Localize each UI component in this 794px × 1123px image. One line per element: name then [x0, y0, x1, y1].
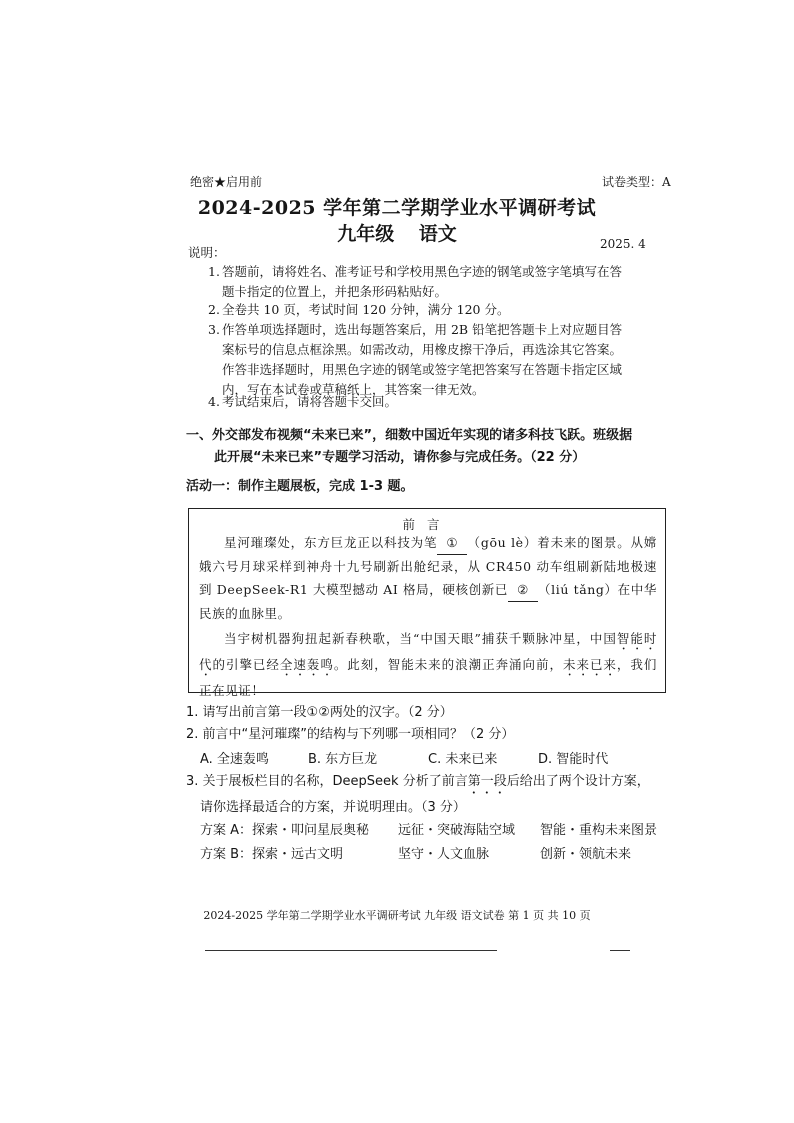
- exam-title: 2024-2025 学年第二学期学业水平调研考试: [197, 197, 597, 219]
- note-text: 题卡指定的位置上，并把条形码粘贴好。: [222, 284, 448, 299]
- note-text: 全卷共 10 页，考试时间 120 分钟，满分 120 分。: [222, 302, 510, 317]
- note-item: [208, 320, 668, 400]
- note-number: 3.: [208, 322, 220, 337]
- section-heading: [186, 425, 676, 469]
- note-text: 答题前，请将姓名、准考证号和学校用黑色字迹的钢笔或签字笔填写在答: [222, 264, 623, 279]
- preface-text: 的引擎已经: [212, 657, 280, 672]
- note-text: 作答非选择题时，用黑色字迹的钢笔或签字笔把答案写在答题卡指定区域: [222, 362, 623, 377]
- question-1: 1. 请写出前言第一段①②两处的汉字。（2 分）: [186, 705, 453, 720]
- plan-item: 创新・领航未来: [540, 847, 632, 862]
- dotted-phrase: 智能时代: [199, 631, 657, 672]
- option-d: D. 智能时代: [538, 752, 609, 767]
- option-a: A. 全速轰鸣: [200, 752, 269, 767]
- note-text: 作答单项选择题时，选出每题答案后，用 2B 铅笔把答题卡上对应题目答: [222, 322, 623, 337]
- blank-2: ②: [508, 578, 538, 602]
- question-3: [186, 771, 676, 819]
- plan-item: 坚守・人文血脉: [398, 847, 490, 862]
- footer-rule: [205, 950, 497, 951]
- option-c: C. 未来已来: [428, 752, 498, 767]
- note-number: 2.: [208, 302, 220, 317]
- preface-text: （liú tǎng）在中华民族的血脉里。: [199, 582, 657, 621]
- preface-text: ，我们正在见证！: [199, 657, 657, 698]
- preface-text: 。此刻，智能未来的浪潮正奔涌向前，: [333, 657, 563, 672]
- activity-heading: 活动一：制作主题展板，完成 1-3 题。: [186, 479, 414, 494]
- note-number: 4.: [208, 394, 220, 409]
- preface-paragraph: [199, 531, 657, 625]
- dotted-phrase: 未来已来: [562, 657, 617, 672]
- page-footer: 2024-2025 学年第二学期学业水平调研考试 九年级 语文试卷 第 1 页 共 10 页: [203, 909, 591, 922]
- exam-date: 2025. 4: [600, 237, 646, 251]
- notes-label: 说明：: [188, 245, 226, 260]
- paper-type-label: 试卷类型：A: [602, 175, 671, 189]
- plan-a: [200, 819, 680, 839]
- note-text: 考试结束后，请将答题卡交回。: [222, 394, 398, 409]
- confidential-label: 绝密★启用前: [190, 175, 263, 189]
- preface-text: （gōu lè）着未来的图景。从嫦娥六号月球采样到神舟十九号刷新出舱纪录，从 CR450 动车组刷新陆地极速到 DeepSeek-R1 大模型撼动 AI 格局，硬核创新已: [199, 535, 657, 597]
- section-heading-line: 此开展“未来已来”专题学习活动，请你参与完成任务。（22 分）: [214, 450, 586, 465]
- preface-text: 当宇树机器狗扭起新春秧歌，当“中国天眼”捕获千颗脉冲星，中国: [224, 631, 617, 646]
- plan-item: 探索・叩问星辰奥秘: [252, 823, 370, 838]
- exam-subtitle: 九年级 语文: [337, 223, 457, 245]
- question-text: 后给出了两个设计方案，: [506, 774, 650, 789]
- blank-1: ①: [437, 531, 467, 555]
- note-number: 1.: [208, 264, 220, 279]
- plan-item: 探索・远古文明: [252, 847, 344, 862]
- question-text: 3. 关于展板栏目的名称，DeepSeek 分析了前言: [186, 774, 468, 789]
- note-item: [208, 300, 668, 320]
- question-2: 2. 前言中“星河璀璨”的结构与下列哪一项相同？（2 分）: [186, 727, 515, 742]
- dotted-phrase: 第一段: [467, 774, 507, 789]
- section-heading-line: 一、外交部发布视频“未来已来”，细数中国近年实现的诸多科技飞跃。班级据: [186, 428, 633, 443]
- question-text: 请你选择最适合的方案，并说明理由。（3 分）: [200, 800, 466, 815]
- plan-item: 智能・重构未来图景: [540, 823, 658, 838]
- note-text: 内，写在本试卷或草稿纸上，其答案一律无效。: [222, 382, 485, 397]
- plan-label: 方案 B：: [200, 847, 253, 862]
- plan-label: 方案 A：: [200, 823, 253, 838]
- note-item: [208, 392, 668, 412]
- option-b: B. 东方巨龙: [308, 752, 378, 767]
- preface-text: 星河璀璨处，东方巨龙正以科技为笔: [224, 535, 438, 550]
- footer-rule: [610, 950, 630, 951]
- plan-b: [200, 843, 680, 863]
- note-item: [208, 262, 668, 302]
- preface-paragraph: [199, 627, 657, 702]
- preface-box: [188, 508, 666, 698]
- dotted-phrase: 全速轰鸣: [279, 657, 334, 672]
- plan-item: 远征・突破海陆空域: [398, 823, 516, 838]
- preface-title: 前言: [402, 517, 452, 532]
- note-text: 案标号的信息点框涂黑。如需改动，用橡皮擦干净后，再选涂其它答案。: [222, 342, 623, 357]
